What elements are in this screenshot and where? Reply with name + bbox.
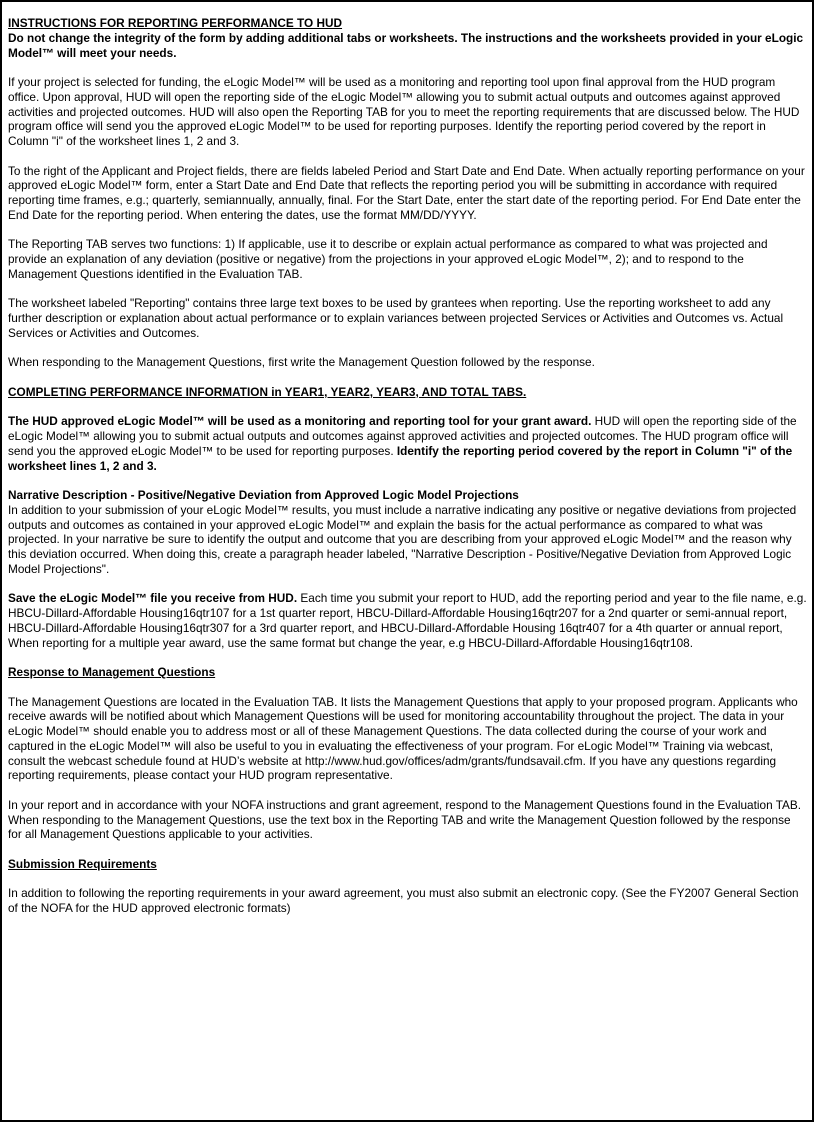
para-reporting-worksheet: The worksheet labeled "Reporting" contains three large text boxes to be used by grantees when reporting. Use the reporting worksheet to add any further description or explanation about actual performance or to explain variances between projected Services or Activities and Outcomes vs. Actual Services or Activities and Outcomes. [8, 296, 784, 340]
heading-completing-performance: COMPLETING PERFORMANCE INFORMATION in YEAR1, YEAR2, YEAR3, AND TOTAL TABS. [8, 384, 527, 399]
para-reporting-tab-functions: The Reporting TAB serves two functions: 1) If applicable, use it to describe or explain actual performance as compared to what was projected and provide an explanation of any deviation (positive or negative) from the projections in your approved eLogic Model™, 2); and to respond to the Management Questions identified in the Evaluation TAB. [8, 237, 768, 281]
para-save-file: Save the eLogic Model™ file you receive from HUD. Each time you submit your report to HUD, add the reporting period and year to the file name, e.g. HBCU-Dillard-Affordable Housing16qtr107 for a 1st quarter report, HBCU-Dillard-Affordable Housing16qtr207 for a 2nd quarter or semi-annual report, HBCU-Dillard-Affordable Housing16qtr307 for a 3rd quarter report, and HBCU-Dillard-Affordable Housing 16qtr407 for a 4th quarter or annual report, When reporting for a multiple year award, use the same format but change the year, e.g HBCU-Dillard-Affordable Housing16qtr108. [8, 591, 807, 650]
para-electronic-copy: In addition to following the reporting requirements in your award agreement, you must also submit an electronic copy. (See the FY2007 General Section of the NOFA for the HUD approved electronic formats) [8, 886, 799, 915]
para-report-nofa: In your report and in accordance with your NOFA instructions and grant agreement, respond to the Management Questions found in the Evaluation TAB. When responding to the Management Questions, use the text box in the Reporting TAB and write the Management Question followed by the response for all Management Questions applicable to your activities. [8, 797, 802, 842]
heading-submission-requirements: Submission Requirements [8, 856, 157, 871]
doc-title-text: INSTRUCTIONS FOR REPORTING PERFORMANCE TO HUD [8, 16, 343, 30]
para-integrity-warning: Do not change the integrity of the form by adding additional tabs or worksheets. The instructions and the worksheets provided in your eLogic Model™ will meet your needs. [8, 30, 804, 60]
doc-title [8, 16, 807, 31]
para-hud-approved-model: The HUD approved eLogic Model™ will be used as a monitoring and reporting tool for your grant award. HUD will open the reporting side of the eLogic Model™ allowing you to submit actual outputs and outcomes against approved activities and projected outcomes. The HUD program office will send you the approved eLogic Model™ to be used for reporting purposes. Identify the reporting period covered by the report in Column "i" of the worksheet lines 1, 2 and 3. [8, 414, 797, 473]
heading-narrative-description: Narrative Description - Positive/Negative Deviation from Approved Logic Model Projections [8, 488, 519, 502]
para-funding-selection: If your project is selected for funding, the eLogic Model™ will be used as a monitoring and reporting tool upon final approval from the HUD program office. Upon approval, HUD will open the reporting side of the eLogic Model™ allowing you to submit actual outputs and outcomes against approved activities and projected outcomes. HUD will also open the Reporting TAB for you to meet the reporting requirements that are discussed below. The HUD program office will send you the approved eLogic Model™ to be used for reporting purposes. Identify the reporting period covered by the report in Column "i" of the worksheet lines 1, 2 and 3. [8, 75, 800, 148]
document-body [2, 2, 812, 916]
para-management-questions-note: When responding to the Management Questions, first write the Management Question followed by the response. [8, 355, 595, 370]
heading-response-management-questions: Response to Management Questions [8, 665, 216, 679]
para-period-fields: To the right of the Applicant and Project fields, there are fields labeled Period and Start Date and End Date. When actually reporting performance on your approved eLogic Model™ form, enter a Start Date and End Date that reflects the reporting period you will be submitting in accordance with required reporting time frames, e.g.; quarterly, semiannually, annually, final. For the Start Date, enter the start date of the reporting period. For End Date enter the End Date for the reporting period. When entering the dates, use the format MM/DD/YYYY. [8, 163, 805, 222]
para-narrative-description-body: In addition to your submission of your eLogic Model™ results, you must include a narrative indicating any positive or negative deviations from projected outputs and outcomes as contained in your approved eLogic Model™ and explain the basis for the actual performance as compared to what was projected. In your narrative be sure to identify the output and outcome that you are describing from your approved eLogic Model™ and the reason why this deviation occurred. When doing this, create a paragraph header labeled, "Narrative Description - Positive/Negative Deviation from Approved Logic Model Projections". [8, 502, 797, 576]
para-management-questions-location: The Management Questions are located in the Evaluation TAB. It lists the Management Questions that apply to your proposed program. Applicants who receive awards will be notified about which Management Questions will be used for monitoring accountability throughout the project. The data in your eLogic Model™ should enable you to address most or all of these Management Questions. The data collected during the course of your work and captured in the eLogic Model™ will also be useful to you in evaluating the effectiveness of your program. For eLogic Model™ Training via webcast, consult the webcast schedule found at HUD’s website at http://www.hud.gov/offices/adm/grants/fundsavail.cfm. If you have any questions regarding reporting requirements, please contact your HUD program representative. [8, 694, 798, 783]
